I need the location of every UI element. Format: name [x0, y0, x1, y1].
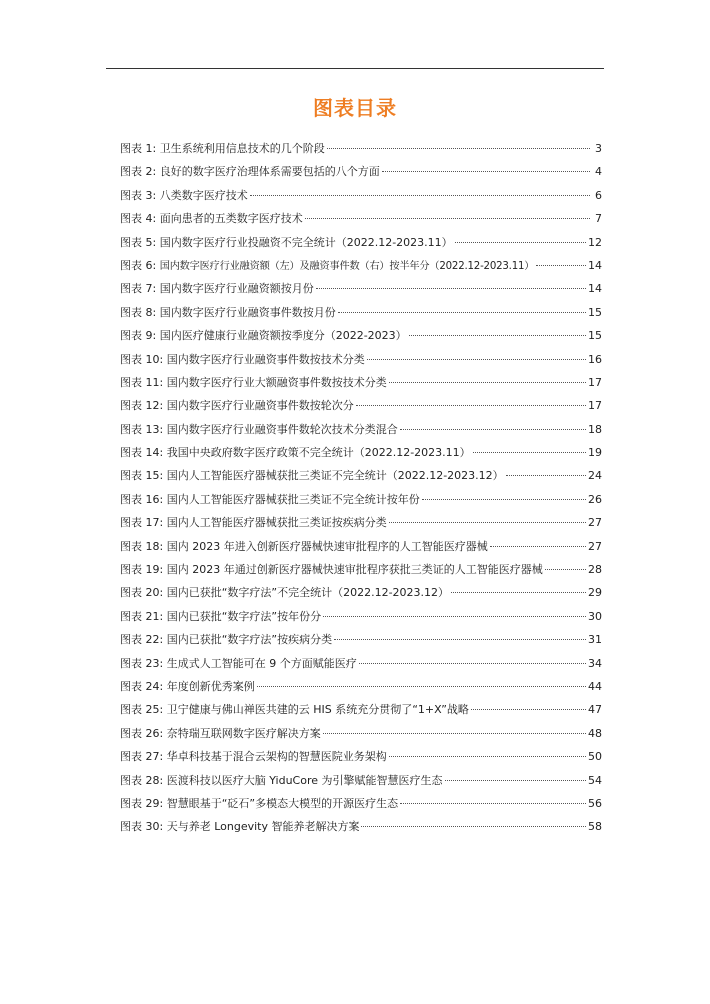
- toc-dot-leader: [471, 709, 586, 710]
- toc-entry-page-number[interactable]: 48: [588, 726, 602, 740]
- toc-entry-page-number[interactable]: 17: [588, 375, 602, 389]
- toc-entry-label: 图表 3:: [120, 188, 157, 202]
- toc-entry-title[interactable]: 国内人工智能医疗器械获批三类证按疾病分类: [166, 516, 387, 530]
- toc-dot-leader: [316, 288, 586, 289]
- toc-dot-leader: [400, 429, 586, 430]
- toc-entry-label: 图表 20:: [120, 586, 164, 600]
- toc-dot-leader: [455, 242, 586, 243]
- toc-entry-label: 图表 15:: [120, 469, 164, 483]
- toc-entry-label: 图表 28:: [120, 773, 164, 787]
- toc-entry-title[interactable]: 国内数字医疗行业融资事件数轮次技术分类混合: [166, 422, 398, 436]
- toc-entry-page-number[interactable]: 4: [595, 165, 602, 179]
- toc-entry-title[interactable]: 生成式人工智能可在 9 个方面赋能医疗: [166, 656, 357, 670]
- toc-entry-title[interactable]: 奈特瑞互联网数字医疗解决方案: [166, 726, 321, 740]
- toc-entry-page-number[interactable]: 27: [588, 539, 602, 553]
- toc-entry[interactable]: [120, 184, 602, 207]
- toc-entry-page-number[interactable]: 26: [588, 492, 602, 506]
- toc-entry-label: 图表 19:: [120, 563, 164, 577]
- toc-entry[interactable]: [120, 511, 602, 534]
- toc-entry-title[interactable]: 华卓科技基于混合云架构的智慧医院业务架构: [166, 750, 387, 764]
- toc-entry-title[interactable]: 国内已获批“数字疗法”按疾病分类: [166, 633, 333, 647]
- toc-entry-title[interactable]: 国内 2023 年进入创新医疗器械快速审批程序的人工智能医疗器械: [166, 539, 488, 553]
- toc-entry-label: 图表 23:: [120, 656, 164, 670]
- toc-entry-label: 图表 4:: [120, 212, 157, 226]
- toc-entry-label: 图表 24:: [120, 679, 164, 693]
- toc-entry-page-number[interactable]: 47: [588, 703, 602, 717]
- toc-dot-leader: [409, 335, 586, 336]
- toc-entry[interactable]: [120, 628, 602, 651]
- toc-dot-leader: [389, 382, 586, 383]
- toc-entry-title[interactable]: 年度创新优秀案例: [166, 679, 255, 693]
- toc-entry-title[interactable]: 国内数字医疗行业大额融资事件数按技术分类: [166, 375, 387, 389]
- toc-dot-leader: [445, 780, 587, 781]
- toc-entry-title[interactable]: 国内人工智能医疗器械获批三类证不完全统计按年份: [166, 492, 420, 506]
- toc-dot-leader: [257, 686, 586, 687]
- toc-entry-label: 图表 9:: [120, 329, 157, 343]
- table-of-figures: [120, 137, 602, 839]
- toc-entry-page-number[interactable]: 15: [588, 305, 602, 319]
- toc-entry[interactable]: [120, 394, 602, 417]
- toc-entry[interactable]: [120, 792, 602, 815]
- toc-entry-page-number[interactable]: 15: [588, 329, 602, 343]
- toc-entry-title[interactable]: 良好的数字医疗治理体系需要包括的八个方面: [159, 165, 380, 179]
- toc-entry[interactable]: [120, 675, 602, 698]
- toc-dot-leader: [389, 522, 586, 523]
- toc-entry[interactable]: [120, 324, 602, 347]
- toc-entry-page-number[interactable]: 7: [595, 212, 602, 226]
- toc-entry-page-number[interactable]: 24: [588, 469, 602, 483]
- toc-entry[interactable]: [120, 605, 602, 628]
- toc-entry[interactable]: [120, 418, 602, 441]
- toc-dot-leader: [422, 499, 586, 500]
- toc-entry-title[interactable]: 智慧眼基于“砭石”多模态大模型的开源医疗生态: [166, 796, 399, 810]
- toc-entry-page-number[interactable]: 27: [588, 516, 602, 530]
- toc-entry[interactable]: [120, 137, 602, 160]
- toc-dot-leader: [400, 803, 586, 804]
- toc-entry-page-number[interactable]: 28: [588, 563, 602, 577]
- toc-entry-label: 图表 27:: [120, 750, 164, 764]
- toc-entry[interactable]: [120, 581, 602, 604]
- toc-dot-leader: [334, 639, 586, 640]
- toc-entry[interactable]: [120, 277, 602, 300]
- toc-entry[interactable]: [120, 652, 602, 675]
- toc-entry-page-number[interactable]: 6: [595, 188, 602, 202]
- toc-entry-label: 图表 18:: [120, 539, 164, 553]
- toc-entry-title[interactable]: 面向患者的五类数字医疗技术: [159, 212, 303, 226]
- toc-entry-label: 图表 30:: [120, 820, 164, 834]
- toc-entry-page-number[interactable]: 12: [588, 235, 602, 249]
- toc-entry-page-number[interactable]: 56: [588, 796, 602, 810]
- toc-dot-leader: [490, 546, 586, 547]
- toc-entry[interactable]: [120, 698, 602, 721]
- toc-entry[interactable]: [120, 815, 602, 838]
- toc-entry-page-number[interactable]: 29: [588, 586, 602, 600]
- toc-entry-title[interactable]: 国内数字医疗行业融资事件数按技术分类: [166, 352, 365, 366]
- toc-entry-title[interactable]: 国内数字医疗行业投融资不完全统计（2022.12-2023.11）: [159, 235, 453, 249]
- toc-entry[interactable]: [120, 769, 602, 792]
- toc-entry[interactable]: [120, 371, 602, 394]
- toc-entry[interactable]: [120, 488, 602, 511]
- toc-entry-title[interactable]: 八类数字医疗技术: [159, 188, 248, 202]
- toc-entry[interactable]: [120, 558, 602, 581]
- toc-dot-leader: [323, 616, 586, 617]
- toc-entry-title[interactable]: 卫生系统利用信息技术的几个阶段: [159, 142, 325, 155]
- toc-entry-page-number[interactable]: 54: [588, 773, 602, 787]
- toc-entry-label: 图表 14:: [120, 446, 164, 460]
- toc-entry-title[interactable]: 国内数字医疗行业融资额按月份: [159, 282, 314, 296]
- toc-entry[interactable]: [120, 231, 602, 254]
- toc-entry-page-number[interactable]: 44: [588, 679, 602, 693]
- toc-dot-leader: [536, 265, 586, 266]
- toc-entry-label: 图表 6:: [120, 258, 157, 272]
- toc-entry-title[interactable]: 国内已获批“数字疗法”按年份分: [166, 609, 322, 623]
- toc-entry-title[interactable]: 我国中央政府数字医疗政策不完全统计（2022.12-2023.11）: [166, 446, 471, 460]
- toc-entry-page-number[interactable]: 50: [588, 750, 602, 764]
- toc-entry-page-number[interactable]: 14: [588, 282, 602, 296]
- toc-entry-title[interactable]: 国内数字医疗行业融资事件数按轮次分: [166, 399, 354, 413]
- toc-entry[interactable]: [120, 745, 602, 768]
- toc-entry-page-number[interactable]: 31: [588, 633, 602, 647]
- toc-entry-label: 图表 7:: [120, 282, 157, 296]
- toc-entry-label: 图表 29:: [120, 796, 164, 810]
- toc-entry-page-number[interactable]: 18: [588, 422, 602, 436]
- toc-entry-title[interactable]: 卫宁健康与佛山禅医共建的云 HIS 系统充分贯彻了“1+X”战略: [166, 703, 469, 717]
- toc-entry-title[interactable]: 国内数字医疗行业融资额（左）及融资事件数（右）按半年分（2022.12-2023.11）: [159, 260, 535, 272]
- toc-entry[interactable]: [120, 207, 602, 230]
- toc-entry-title[interactable]: 国内 2023 年通过创新医疗器械快速审批程序获批三类证的人工智能医疗器械: [166, 563, 543, 577]
- toc-dot-leader: [361, 826, 586, 827]
- toc-entry[interactable]: [120, 441, 602, 464]
- toc-dot-leader: [356, 405, 586, 406]
- toc-entry-label: 图表 2:: [120, 165, 157, 179]
- toc-entry-page-number[interactable]: 34: [588, 656, 602, 670]
- toc-entry-label: 图表 21:: [120, 609, 164, 623]
- toc-entry-label: 图表 26:: [120, 726, 164, 740]
- toc-dot-leader: [367, 359, 586, 360]
- toc-entry[interactable]: [120, 301, 602, 324]
- toc-dot-leader: [359, 663, 586, 664]
- toc-entry-page-number[interactable]: 16: [588, 352, 602, 366]
- toc-entry[interactable]: [120, 348, 602, 371]
- toc-entry-label: 图表 22:: [120, 633, 164, 647]
- toc-dot-leader: [250, 195, 590, 196]
- toc-entry-title[interactable]: 医渡科技以医疗大脑 YiduCore 为引擎赋能智慧医疗生态: [166, 773, 443, 787]
- toc-entry-title[interactable]: 国内人工智能医疗器械获批三类证不完全统计（2022.12-2023.12）: [166, 469, 504, 483]
- toc-entry-label: 图表 16:: [120, 492, 164, 506]
- toc-entry-label: 图表 17:: [120, 516, 164, 530]
- toc-entry-label: 图表 25:: [120, 703, 164, 717]
- toc-entry-page-number[interactable]: 17: [588, 399, 602, 413]
- toc-entry-page-number[interactable]: 30: [588, 609, 602, 623]
- toc-entry-title[interactable]: 国内医疗健康行业融资额按季度分（2022-2023）: [159, 329, 407, 343]
- toc-entry-label: 图表 11:: [120, 375, 164, 389]
- toc-dot-leader: [338, 312, 586, 313]
- header-rule: [106, 68, 604, 69]
- toc-entry-label: 图表 10:: [120, 352, 164, 366]
- toc-entry[interactable]: [120, 254, 602, 277]
- toc-entry-page-number[interactable]: 14: [588, 258, 602, 272]
- toc-entry[interactable]: [120, 722, 602, 745]
- toc-entry-page-number[interactable]: 3: [595, 142, 602, 155]
- toc-dot-leader: [473, 452, 586, 453]
- toc-dot-leader: [545, 569, 586, 570]
- toc-entry-label: 图表 8:: [120, 305, 157, 319]
- toc-dot-leader: [382, 171, 590, 172]
- toc-dot-leader: [305, 218, 590, 219]
- page-title: 图表目录: [313, 96, 397, 120]
- toc-dot-leader: [327, 148, 590, 149]
- toc-entry-label: 图表 1:: [120, 142, 157, 155]
- toc-entry[interactable]: [120, 160, 602, 183]
- toc-entry-title[interactable]: 天与养老 Longevity 智能养老解决方案: [166, 820, 360, 834]
- toc-dot-leader: [451, 592, 586, 593]
- toc-entry-title[interactable]: 国内数字医疗行业融资事件数按月份: [159, 305, 336, 319]
- toc-entry-label: 图表 12:: [120, 399, 164, 413]
- toc-dot-leader: [323, 733, 586, 734]
- toc-entry[interactable]: [120, 535, 602, 558]
- toc-entry-label: 图表 13:: [120, 422, 164, 436]
- toc-dot-leader: [389, 756, 586, 757]
- toc-entry-page-number[interactable]: 58: [588, 820, 602, 834]
- toc-entry[interactable]: [120, 464, 602, 487]
- toc-entry-title[interactable]: 国内已获批“数字疗法”不完全统计（2022.12-2023.12）: [166, 586, 450, 600]
- toc-entry-page-number[interactable]: 19: [588, 446, 602, 460]
- toc-entry-label: 图表 5:: [120, 235, 157, 249]
- toc-dot-leader: [506, 475, 586, 476]
